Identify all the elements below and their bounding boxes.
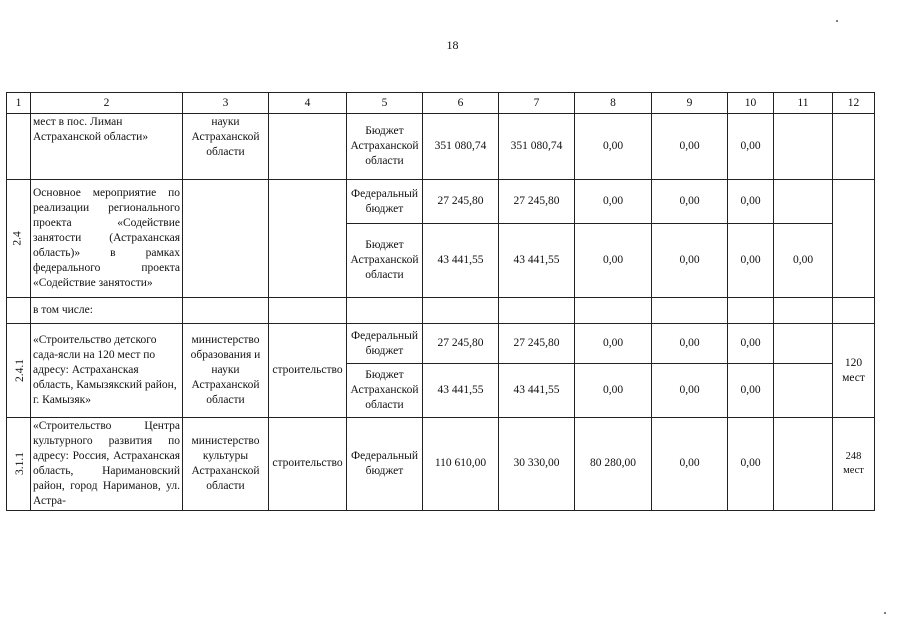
- empty-cell: [728, 298, 774, 324]
- scan-speck: [836, 20, 838, 22]
- value-cell: 0,00: [652, 180, 728, 224]
- empty-cell: [269, 298, 347, 324]
- header-row: [7, 93, 875, 114]
- value-cell: 0,00: [652, 224, 728, 298]
- value-cell: 0,00: [728, 324, 774, 364]
- header-cell: 4: [269, 93, 347, 114]
- header-cell: 11: [774, 93, 833, 114]
- measure-name: «Строительство детского сада-ясли на 120 мест по адресу: Астраханская область, Камызякский район, г. Камызяк»: [31, 324, 183, 418]
- row-id-cell: [7, 114, 31, 180]
- type-cell: строительство: [269, 324, 347, 418]
- value-cell: 0,00: [774, 224, 833, 298]
- header-cell: 2: [31, 93, 183, 114]
- value-cell: [774, 418, 833, 511]
- empty-cell: [347, 298, 423, 324]
- value-cell: 80 280,00: [575, 418, 652, 511]
- row-id-cell: 2.4: [7, 180, 31, 298]
- table-row: [7, 324, 875, 364]
- header-cell: 1: [7, 93, 31, 114]
- value-cell: 351 080,74: [423, 114, 499, 180]
- value-cell: [774, 180, 833, 224]
- header-cell: 8: [575, 93, 652, 114]
- result-cell: 248 мест: [833, 418, 875, 511]
- source-cell: Федеральный бюджет: [347, 418, 423, 511]
- value-cell: 0,00: [728, 224, 774, 298]
- value-cell: 351 080,74: [499, 114, 575, 180]
- result-cell: [833, 114, 875, 180]
- value-cell: 0,00: [652, 418, 728, 511]
- budget-table: [6, 92, 875, 511]
- header-cell: 12: [833, 93, 875, 114]
- value-cell: 0,00: [652, 114, 728, 180]
- measure-name: мест в пос. Лиман Астраханской области»: [31, 114, 183, 180]
- type-cell: строительство: [269, 418, 347, 511]
- empty-cell: [774, 298, 833, 324]
- empty-cell: [833, 298, 875, 324]
- value-cell: 110 610,00: [423, 418, 499, 511]
- value-cell: 43 441,55: [499, 364, 575, 418]
- source-cell: Федеральный бюджет: [347, 324, 423, 364]
- executor-cell: министерство культуры Астраханской области: [183, 418, 269, 511]
- header-cell: 5: [347, 93, 423, 114]
- value-cell: [774, 324, 833, 364]
- value-cell: 43 441,55: [423, 364, 499, 418]
- row-id-cell: 2.4.1: [7, 324, 31, 418]
- measure-name: Основное мероприятие по реализации регионального проекта «Содействие занятости (Астраханская область)» в рамках федерального проекта «Содействие занятости»: [31, 180, 183, 298]
- table-row: [7, 114, 875, 180]
- value-cell: 0,00: [652, 324, 728, 364]
- source-cell: Бюджет Астраханской области: [347, 364, 423, 418]
- type-cell: [269, 114, 347, 180]
- table-row: [7, 418, 875, 511]
- result-cell: [833, 180, 875, 298]
- table-row: [7, 298, 875, 324]
- value-cell: 0,00: [728, 364, 774, 418]
- value-cell: 0,00: [575, 114, 652, 180]
- value-cell: 30 330,00: [499, 418, 575, 511]
- scan-speck: [884, 612, 886, 614]
- value-cell: 0,00: [728, 180, 774, 224]
- row-id-cell: [7, 298, 31, 324]
- value-cell: 0,00: [728, 114, 774, 180]
- value-cell: 0,00: [728, 418, 774, 511]
- value-cell: 0,00: [652, 364, 728, 418]
- value-cell: [774, 364, 833, 418]
- executor-cell: министерство образования и науки Астраханской области: [183, 324, 269, 418]
- executor-cell: [183, 180, 269, 298]
- type-cell: [269, 180, 347, 298]
- empty-cell: [652, 298, 728, 324]
- empty-cell: [499, 298, 575, 324]
- value-cell: 0,00: [575, 180, 652, 224]
- value-cell: [774, 114, 833, 180]
- value-cell: 0,00: [575, 324, 652, 364]
- value-cell: 43 441,55: [423, 224, 499, 298]
- result-cell: 120 мест: [833, 324, 875, 418]
- source-cell: Федеральный бюджет: [347, 180, 423, 224]
- source-cell: Бюджет Астраханской области: [347, 224, 423, 298]
- executor-cell: науки Астраханской области: [183, 114, 269, 180]
- header-cell: 7: [499, 93, 575, 114]
- header-cell: 9: [652, 93, 728, 114]
- row-id-cell: 3.1.1: [7, 418, 31, 511]
- page-number: 18: [446, 38, 459, 52]
- measure-name: «Строительство Центра культурного развития по адресу: Россия, Астраханская область, Наримановский район, город Нариманов, ул. Астра-: [31, 418, 183, 511]
- empty-cell: [183, 298, 269, 324]
- source-cell: Бюджет Астраханской области: [347, 114, 423, 180]
- value-cell: 27 245,80: [423, 180, 499, 224]
- empty-cell: [423, 298, 499, 324]
- value-cell: 27 245,80: [423, 324, 499, 364]
- value-cell: 27 245,80: [499, 324, 575, 364]
- header-cell: 6: [423, 93, 499, 114]
- table-row: [7, 180, 875, 224]
- subheading-cell: в том числе:: [31, 298, 183, 324]
- value-cell: 27 245,80: [499, 180, 575, 224]
- value-cell: 0,00: [575, 364, 652, 418]
- empty-cell: [575, 298, 652, 324]
- value-cell: 0,00: [575, 224, 652, 298]
- value-cell: 43 441,55: [499, 224, 575, 298]
- header-cell: 3: [183, 93, 269, 114]
- header-cell: 10: [728, 93, 774, 114]
